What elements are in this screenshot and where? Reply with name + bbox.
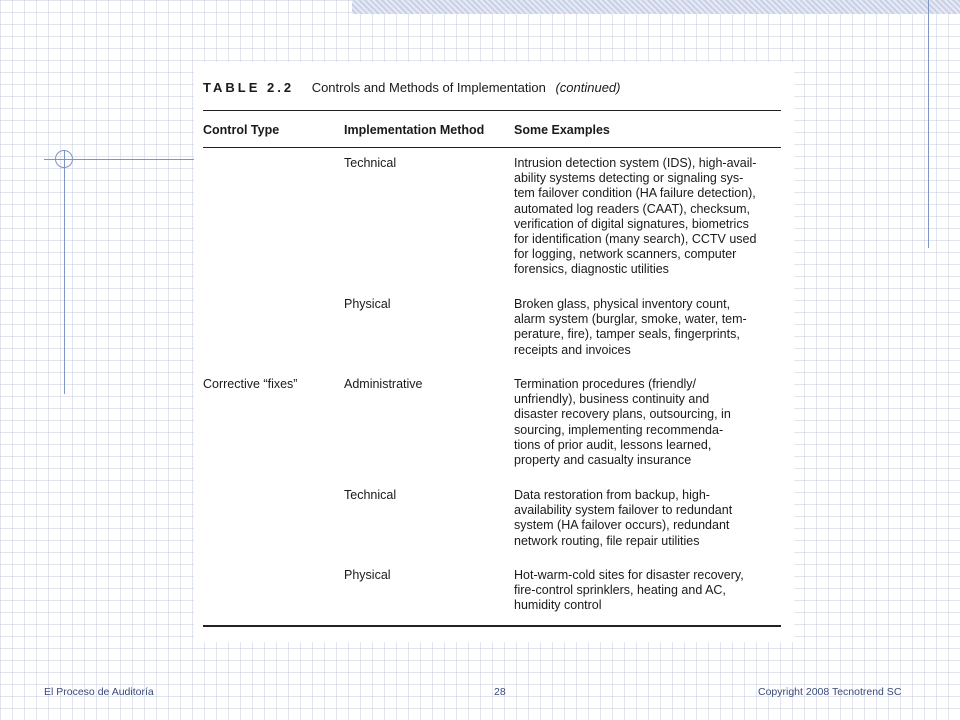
column-header-implementation-method: Implementation Method [344, 123, 485, 137]
examples-line: fire-control sprinklers, heating and AC, [514, 583, 726, 598]
examples-line: Data restoration from backup, high- [514, 488, 710, 502]
examples-line: property and casualty insurance [514, 453, 692, 468]
examples-line: Intrusion detection system (IDS), high-avail- [514, 156, 757, 170]
examples-line: Hot-warm-cold sites for disaster recovery, [514, 568, 744, 582]
table-top-rule [203, 110, 781, 111]
cell-examples [514, 297, 747, 358]
examples-line: system (HA failover occurs), redundant [514, 518, 730, 533]
decorative-top-band [352, 0, 960, 14]
table-caption [203, 80, 621, 95]
cell-control-type: Corrective “fixes” [203, 377, 298, 391]
cell-examples [514, 568, 744, 614]
examples-line: unfriendly), business continuity and [514, 392, 710, 407]
examples-line: automated log readers (CAAT), checksum, [514, 201, 750, 216]
examples-line: sourcing, implementing recommenda- [514, 422, 724, 437]
cell-examples [514, 488, 732, 549]
table-header-rule [203, 147, 781, 148]
footer-presentation-title: El Proceso de Auditoría [44, 686, 154, 698]
examples-line: perature, fire), tamper seals, fingerprints, [514, 327, 740, 342]
examples-line: verification of digital signatures, biometrics [514, 216, 749, 231]
crosshair-circle-icon [55, 150, 73, 168]
footer-page-number: 28 [494, 686, 506, 698]
table-bottom-rule [203, 625, 781, 627]
examples-line: for identification (many search), CCTV used [514, 232, 757, 247]
examples-line: Broken glass, physical inventory count, [514, 297, 731, 311]
examples-line: for logging, network scanners, computer [514, 247, 737, 262]
decorative-vertical-line-left [64, 150, 65, 394]
examples-line: network routing, file repair utilities [514, 533, 700, 548]
examples-line: humidity control [514, 598, 602, 613]
cell-implementation-method: Administrative [344, 377, 423, 391]
examples-line: availability system failover to redundant [514, 503, 733, 518]
cell-examples [514, 377, 731, 468]
cell-implementation-method: Physical [344, 568, 391, 582]
decorative-vertical-line-right [928, 0, 929, 248]
examples-line: tem failover condition (HA failure detection), [514, 186, 756, 201]
examples-line: ability systems detecting or signaling sys- [514, 171, 744, 186]
document-page [194, 62, 794, 642]
table-label: TABLE 2.2 [203, 80, 295, 95]
table-caption-note: (continued) [555, 80, 621, 95]
examples-line: Termination procedures (friendly/ [514, 377, 697, 391]
cell-implementation-method: Technical [344, 488, 397, 502]
examples-line: forensics, diagnostic utilities [514, 262, 669, 277]
examples-line: disaster recovery plans, outsourcing, in [514, 407, 731, 422]
table-title: Controls and Methods of Implementation [311, 80, 546, 95]
column-header-control-type: Control Type [203, 123, 280, 137]
examples-line: receipts and invoices [514, 342, 631, 357]
cell-implementation-method: Technical [344, 156, 397, 170]
footer-copyright: Copyright 2008 Tecnotrend SC [758, 686, 902, 698]
examples-line: alarm system (burglar, smoke, water, tem- [514, 312, 747, 327]
cell-examples [514, 156, 756, 278]
cell-implementation-method: Physical [344, 297, 391, 311]
column-header-some-examples: Some Examples [514, 123, 610, 137]
examples-line: tions of prior audit, lessons learned, [514, 437, 712, 452]
